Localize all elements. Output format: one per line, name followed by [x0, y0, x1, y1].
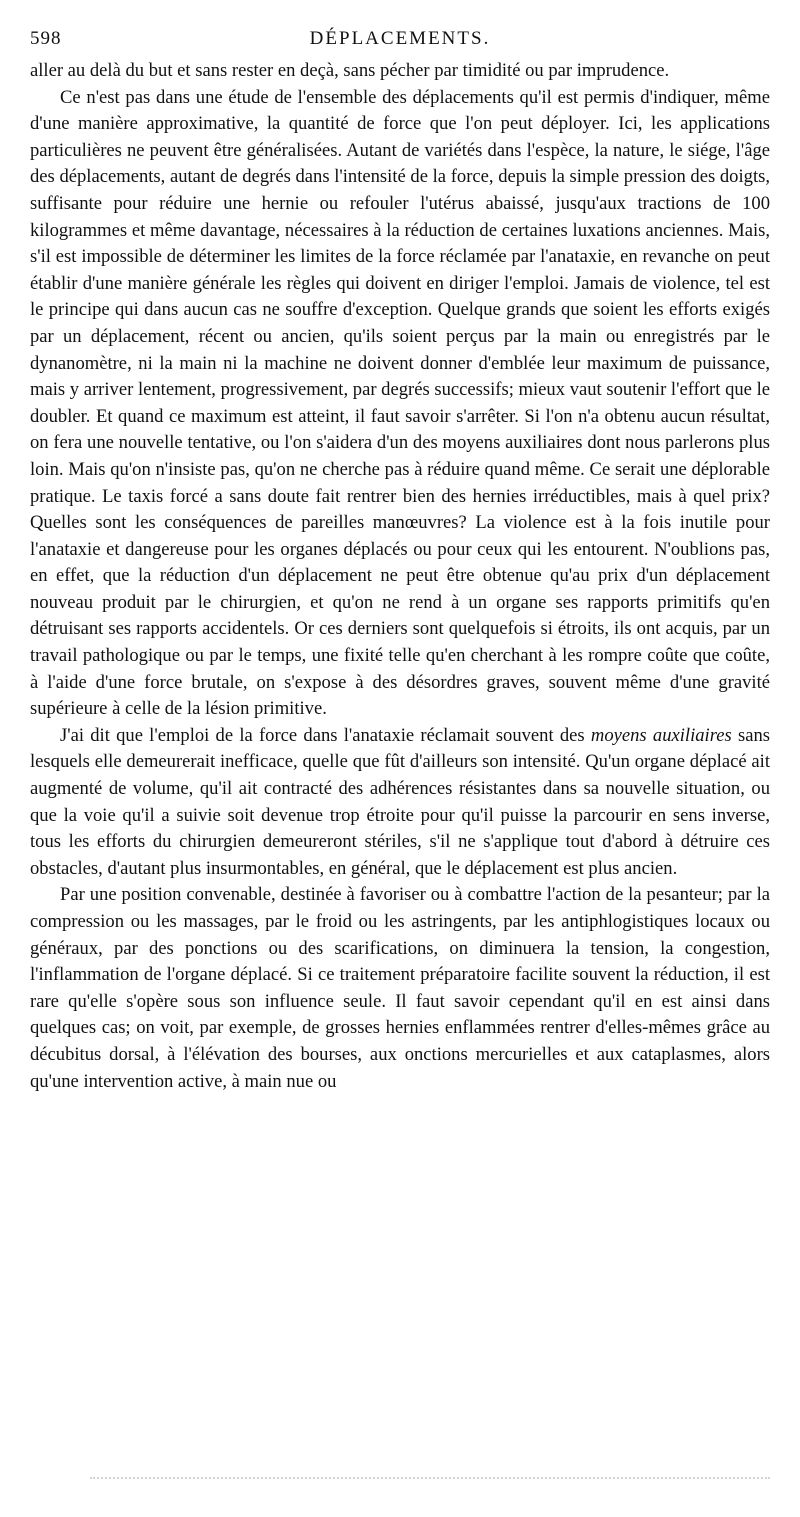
paragraph-text-end: sans lesquels elle demeurerait inefficace, quelle que fût d'ailleurs son intensité. Qu'un organe déplacé ait augmenté de volume, qu'il ait contracté des adhérences résistantes dans sa nouvelle situation, ou que la voie qu'il a suivie soit devenue trop étroite pour qu'il puisse la parcourir en sens inverse, tous les efforts du chirurgien demeureront stériles, s'il ne s'applique tout d'abord à détruire ces obstacles, d'autant plus insurmontables, en général, que le déplacement est plus ancien.	[30, 724, 771, 879]
paragraph-auxiliary-means	[30, 723, 770, 883]
page-number: 598	[30, 28, 62, 49]
paragraph-preparatory-treatment: Par une position convenable, destinée à favoriser ou à combattre l'action de la pesanteur; par la compression ou les massages, par le froid ou les astringents, par les antiphlogistiques locaux ou généraux, par des ponctions ou des scarifications, on diminuera la tension, la congestion, l'inflammation de l'organe déplacé. Si ce traitement préparatoire facilite souvent la réduction, il est rare qu'elle s'opère sous son influence seule. Il faut savoir cependant qu'il en est ainsi dans quelques cas; on voit, par exemple, de grosses hernies enflammées rentrer d'elles-mêmes grâce au décubitus dorsal, à l'élévation des bourses, aux onctions mercurielles et aux cataplasmes, alors qu'une intervention active, à main nue ou	[30, 884, 770, 1092]
body-text	[30, 58, 770, 1095]
paragraph-text-start: J'ai dit que l'emploi de la force dans l'anataxie réclamait souvent des	[60, 724, 591, 746]
book-page	[30, 28, 770, 1095]
paragraph-force-limits: Ce n'est pas dans une étude de l'ensemble des déplacements qu'il est permis d'indiquer, même d'une manière approximative, la quantité de force que l'on peut déployer. Ici, les applications particulières ne peuvent être généralisées. Autant de variétés dans l'espèce, la nature, le siége, l'âge des déplacements, autant de degrés dans l'intensité de la force, depuis la simple pression des doigts, suffisante pour réduire une hernie ou refouler l'utérus abaissé, jusqu'aux tractions de 100 kilogrammes et même davantage, nécessaires à la réduction de certaines luxations anciennes. Mais, s'il est impossible de déterminer les limites de la force réclamée par l'anataxie, en revanche on peut établir d'une manière générale les règles qui doivent en diriger l'emploi. Jamais de violence, tel est le principe qui dans aucun cas ne souffre d'exception. Quelque grands que soient les efforts exigés par un déplacement, récent ou ancien, qu'ils soient perçus par la main ou enregistrés par le dynanomètre, ni la main ni la machine ne doivent donner d'emblée leur maximum de puissance, mais y arriver lentement, progressivement, par degrés successifs; mieux vaut soutenir l'effort que le doubler. Et quand ce maximum est atteint, il faut savoir s'arrêter. Si l'on n'a obtenu aucun résultat, on fera une nouvelle tentative, ou l'on s'aidera d'un des moyens auxiliaires dont nous parlerons plus loin. Mais qu'on n'insiste pas, qu'on ne cherche pas à réduire quand même. Ce serait une déplorable pratique. Le taxis forcé a sans doute fait rentrer bien des hernies irréductibles, mais à quel prix? Quelles sont les conséquences de pareilles manœuvres? La violence est à la fois inutile pour l'anataxie et dangereuse pour les organes déplacés ou pour ceux qui les entourent. N'oublions pas, en effet, que la réduction d'un déplacement ne peut être obtenue qu'au prix d'un déplacement nouveau produit par le chirurgien, et qu'on ne rend à un organe ses rapports primitifs qu'en détruisant ses rapports accidentels. Or ces derniers sont quelquefois si étroits, ils ont acquis, par un travail pathologique ou par le temps, une fixité telle qu'en cherchant à les rompre coûte que coûte, à l'aide d'une force brutale, on s'expose à des désordres graves, souvent même d'une gravité supérieure à celle de la lésion primitive.	[30, 86, 770, 720]
running-head	[30, 28, 770, 54]
emphasized-term: moyens auxiliaires	[590, 724, 732, 746]
running-title: DÉPLACEMENTS.	[309, 28, 491, 49]
bleed-through-line	[90, 1477, 770, 1485]
paragraph-continuation: aller au delà du but et sans rester en deçà, sans pécher par timidité ou par imprudence.	[30, 60, 670, 81]
